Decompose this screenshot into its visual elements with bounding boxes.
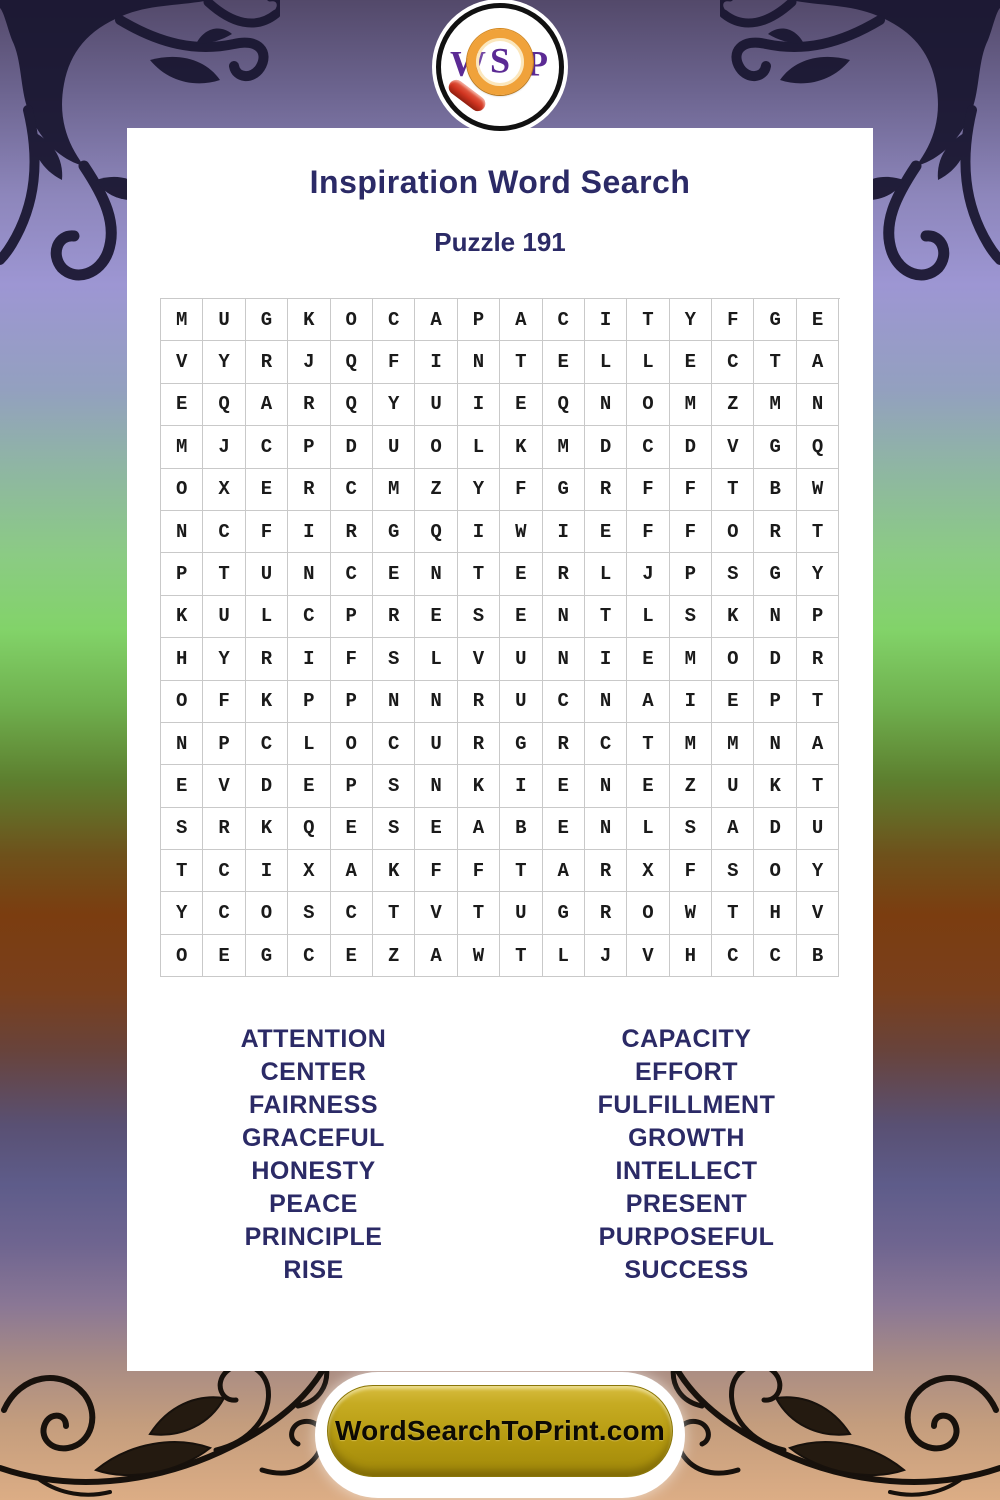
grid-cell: F (670, 850, 712, 892)
grid-cell: T (712, 469, 754, 511)
grid-cell: S (373, 638, 415, 680)
grid-cell: N (754, 723, 796, 765)
grid-cell: I (585, 638, 627, 680)
grid-cell: G (246, 935, 288, 977)
grid-cell: Y (161, 892, 203, 934)
word-item: HONESTY (251, 1157, 376, 1186)
grid-cell: T (627, 723, 669, 765)
grid-cell: O (331, 299, 373, 341)
grid-cell: H (754, 892, 796, 934)
grid-cell: R (543, 553, 585, 595)
grid-cell: C (246, 723, 288, 765)
grid-cell: J (585, 935, 627, 977)
grid-cell: I (288, 638, 330, 680)
grid-cell: L (288, 723, 330, 765)
grid-cell: K (161, 596, 203, 638)
grid-cell: R (754, 511, 796, 553)
grid-cell: Q (543, 384, 585, 426)
grid-cell: N (585, 681, 627, 723)
grid-cell: N (373, 681, 415, 723)
grid-cell: K (500, 426, 542, 468)
grid-cell: L (543, 935, 585, 977)
grid-cell: N (415, 553, 457, 595)
grid-cell: T (627, 299, 669, 341)
word-item: SUCCESS (624, 1256, 749, 1285)
grid-cell: X (288, 850, 330, 892)
grid-cell: V (415, 892, 457, 934)
grid-cell: H (161, 638, 203, 680)
grid-cell: K (712, 596, 754, 638)
grid-cell: M (161, 426, 203, 468)
grid-cell: O (246, 892, 288, 934)
grid-cell: S (373, 808, 415, 850)
grid-cell: G (246, 299, 288, 341)
grid-cell: O (161, 469, 203, 511)
grid-cell: M (670, 723, 712, 765)
grid-cell: F (712, 299, 754, 341)
word-item: RISE (283, 1256, 344, 1285)
grid-cell: D (754, 638, 796, 680)
grid-cell: T (458, 553, 500, 595)
grid-cell: C (543, 299, 585, 341)
grid-cell: B (754, 469, 796, 511)
grid-cell: M (670, 638, 712, 680)
word-item: EFFORT (635, 1058, 738, 1087)
grid-cell: L (458, 426, 500, 468)
grid-cell: K (754, 765, 796, 807)
grid-cell: E (797, 299, 839, 341)
puzzle-number: Puzzle 191 (434, 227, 566, 257)
grid-cell: E (331, 808, 373, 850)
grid-cell: Z (415, 469, 457, 511)
grid-cell: J (288, 341, 330, 383)
grid-cell: R (288, 384, 330, 426)
grid-cell: R (585, 892, 627, 934)
grid-cell: A (712, 808, 754, 850)
grid-cell: C (754, 935, 796, 977)
grid-cell: T (500, 850, 542, 892)
grid-cell: C (203, 850, 245, 892)
grid-cell: B (797, 935, 839, 977)
grid-cell: P (161, 553, 203, 595)
grid-cell: L (415, 638, 457, 680)
grid-cell: S (373, 765, 415, 807)
grid-cell: G (754, 299, 796, 341)
grid-cell: R (543, 723, 585, 765)
grid-cell: A (331, 850, 373, 892)
grid-cell: U (797, 808, 839, 850)
grid-cell: N (754, 596, 796, 638)
grid-cell: O (161, 681, 203, 723)
grid-cell: M (754, 384, 796, 426)
grid-cell: Y (373, 384, 415, 426)
grid-cell: V (797, 892, 839, 934)
grid-cell: T (797, 511, 839, 553)
grid-cell: P (331, 681, 373, 723)
corner-flourish-bottom-right (670, 1350, 1000, 1500)
grid-cell: T (161, 850, 203, 892)
grid-cell: G (754, 553, 796, 595)
grid-cell: M (712, 723, 754, 765)
grid-cell: R (458, 723, 500, 765)
grid-cell: S (670, 808, 712, 850)
grid-cell: W (458, 935, 500, 977)
grid-cell: F (203, 681, 245, 723)
puzzle-grid (160, 298, 840, 977)
grid-cell: T (712, 892, 754, 934)
grid-cell: Z (670, 765, 712, 807)
grid-cell: E (670, 341, 712, 383)
grid-cell: Q (331, 384, 373, 426)
grid-cell: L (246, 596, 288, 638)
grid-cell: W (797, 469, 839, 511)
grid-cell: E (500, 596, 542, 638)
grid-cell: K (458, 765, 500, 807)
grid-cell: I (458, 384, 500, 426)
grid-cell: N (543, 638, 585, 680)
grid-cell: I (670, 681, 712, 723)
grid-cell: G (543, 892, 585, 934)
grid-cell: P (331, 596, 373, 638)
grid-cell: G (373, 511, 415, 553)
grid-cell: W (670, 892, 712, 934)
corner-flourish-bottom-left (0, 1350, 330, 1500)
grid-cell: D (754, 808, 796, 850)
grid-cell: R (288, 469, 330, 511)
grid-cell: N (797, 384, 839, 426)
grid-cell: P (754, 681, 796, 723)
grid-cell: P (288, 681, 330, 723)
grid-cell: F (670, 469, 712, 511)
grid-cell: C (712, 935, 754, 977)
grid-cell: Q (203, 384, 245, 426)
grid-cell: A (458, 808, 500, 850)
grid-cell: C (585, 723, 627, 765)
grid-cell: Y (797, 850, 839, 892)
word-item: ATTENTION (240, 1025, 387, 1054)
grid-cell: I (585, 299, 627, 341)
grid-cell: K (288, 299, 330, 341)
grid-cell: A (500, 299, 542, 341)
word-item: CENTER (260, 1058, 367, 1087)
grid-cell: S (670, 596, 712, 638)
grid-cell: R (373, 596, 415, 638)
grid-cell: Y (203, 341, 245, 383)
grid-cell: E (415, 596, 457, 638)
grid-cell: S (288, 892, 330, 934)
word-item: FAIRNESS (248, 1091, 379, 1120)
grid-cell: E (543, 765, 585, 807)
website-button-label: WordSearchToPrint.com (335, 1415, 665, 1446)
grid-cell: N (415, 681, 457, 723)
grid-cell: L (627, 808, 669, 850)
grid-cell: U (500, 681, 542, 723)
word-item: GROWTH (628, 1124, 745, 1153)
grid-cell: V (712, 426, 754, 468)
site-logo (436, 3, 564, 131)
word-list-section (127, 1023, 873, 1287)
grid-cell: T (500, 341, 542, 383)
grid-cell: E (373, 553, 415, 595)
grid-cell: O (627, 384, 669, 426)
grid-cell: V (627, 935, 669, 977)
grid-cell: F (331, 638, 373, 680)
grid-cell: Y (458, 469, 500, 511)
grid-cell: F (670, 511, 712, 553)
grid-cell: Y (203, 638, 245, 680)
grid-cell: C (331, 892, 373, 934)
grid-cell: U (203, 299, 245, 341)
grid-cell: V (203, 765, 245, 807)
grid-cell: S (712, 553, 754, 595)
grid-cell: O (161, 935, 203, 977)
grid-cell: J (203, 426, 245, 468)
grid-cell: Y (670, 299, 712, 341)
grid-cell: A (627, 681, 669, 723)
grid-cell: E (627, 765, 669, 807)
grid-cell: T (203, 553, 245, 595)
grid-cell: M (161, 299, 203, 341)
grid-cell: N (585, 808, 627, 850)
grid-cell: U (373, 426, 415, 468)
grid-cell: A (415, 299, 457, 341)
grid-cell: F (500, 469, 542, 511)
grid-cell: A (246, 384, 288, 426)
grid-cell: O (331, 723, 373, 765)
grid-cell: U (415, 384, 457, 426)
grid-cell: A (543, 850, 585, 892)
word-item: CAPACITY (621, 1025, 752, 1054)
grid-cell: T (585, 596, 627, 638)
grid-cell: K (373, 850, 415, 892)
grid-cell: C (331, 553, 373, 595)
grid-cell: F (627, 511, 669, 553)
grid-cell: E (543, 808, 585, 850)
puzzle-title: Inspiration Word Search (309, 164, 691, 200)
grid-cell: N (288, 553, 330, 595)
word-item: FULFILLMENT (597, 1091, 776, 1120)
grid-cell: E (500, 553, 542, 595)
word-item: PURPOSEFUL (598, 1223, 775, 1252)
grid-cell: X (627, 850, 669, 892)
word-item: PRINCIPLE (244, 1223, 383, 1252)
grid-cell: P (288, 426, 330, 468)
grid-cell: U (203, 596, 245, 638)
grid-cell: U (246, 553, 288, 595)
grid-cell: G (543, 469, 585, 511)
puzzle-card (127, 128, 873, 1371)
grid-cell: M (543, 426, 585, 468)
grid-cell: C (288, 596, 330, 638)
grid-cell: C (203, 511, 245, 553)
grid-cell: F (627, 469, 669, 511)
grid-cell: E (161, 384, 203, 426)
grid-cell: N (161, 723, 203, 765)
grid-cell: L (627, 596, 669, 638)
grid-cell: U (500, 638, 542, 680)
grid-cell: S (161, 808, 203, 850)
grid-cell: E (415, 808, 457, 850)
grid-cell: Q (288, 808, 330, 850)
grid-cell: W (500, 511, 542, 553)
grid-cell: M (670, 384, 712, 426)
grid-cell: R (246, 638, 288, 680)
grid-cell: D (331, 426, 373, 468)
grid-cell: F (246, 511, 288, 553)
grid-cell: I (415, 341, 457, 383)
grid-cell: R (203, 808, 245, 850)
grid-cell: C (246, 426, 288, 468)
logo-letter-w: W (450, 43, 486, 84)
grid-cell: C (543, 681, 585, 723)
grid-cell: R (458, 681, 500, 723)
grid-cell: Y (797, 553, 839, 595)
grid-cell: M (373, 469, 415, 511)
grid-cell: E (246, 469, 288, 511)
grid-cell: N (415, 765, 457, 807)
grid-cell: Q (331, 341, 373, 383)
grid-cell: U (415, 723, 457, 765)
grid-cell: Q (797, 426, 839, 468)
word-item: PRESENT (625, 1190, 748, 1219)
grid-cell: P (203, 723, 245, 765)
grid-cell: B (500, 808, 542, 850)
grid-cell: C (331, 469, 373, 511)
grid-cell: R (246, 341, 288, 383)
grid-cell: E (331, 935, 373, 977)
grid-cell: D (585, 426, 627, 468)
grid-cell: T (754, 341, 796, 383)
grid-cell: I (288, 511, 330, 553)
grid-cell: P (331, 765, 373, 807)
grid-cell: V (161, 341, 203, 383)
grid-cell: J (627, 553, 669, 595)
grid-cell: K (246, 681, 288, 723)
grid-cell: E (500, 384, 542, 426)
grid-cell: F (415, 850, 457, 892)
grid-cell: E (288, 765, 330, 807)
website-button[interactable] (327, 1385, 673, 1477)
grid-cell: N (543, 596, 585, 638)
grid-cell: C (627, 426, 669, 468)
grid-cell: L (585, 553, 627, 595)
grid-cell: L (627, 341, 669, 383)
grid-cell: P (797, 596, 839, 638)
grid-cell: I (543, 511, 585, 553)
grid-cell: R (585, 469, 627, 511)
grid-cell: T (500, 935, 542, 977)
grid-cell: U (712, 765, 754, 807)
grid-cell: R (585, 850, 627, 892)
grid-cell: E (627, 638, 669, 680)
grid-cell: O (415, 426, 457, 468)
word-list-right (500, 1023, 873, 1287)
grid-cell: Z (712, 384, 754, 426)
grid-cell: C (373, 299, 415, 341)
grid-cell: H (670, 935, 712, 977)
grid-cell: T (797, 681, 839, 723)
grid-cell: E (203, 935, 245, 977)
grid-cell: D (670, 426, 712, 468)
grid-cell: T (458, 892, 500, 934)
grid-cell: T (373, 892, 415, 934)
word-item: GRACEFUL (242, 1124, 385, 1153)
grid-cell: S (458, 596, 500, 638)
grid-cell: C (712, 341, 754, 383)
grid-cell: N (585, 384, 627, 426)
grid-cell: E (161, 765, 203, 807)
grid-cell: T (797, 765, 839, 807)
grid-cell: F (373, 341, 415, 383)
word-item: INTELLECT (615, 1157, 758, 1186)
grid-cell: C (373, 723, 415, 765)
grid-cell: O (627, 892, 669, 934)
grid-cell: I (500, 765, 542, 807)
grid-cell: E (585, 511, 627, 553)
grid-cell: P (458, 299, 500, 341)
grid-cell: D (246, 765, 288, 807)
grid-cell: G (500, 723, 542, 765)
word-list-left (127, 1023, 500, 1287)
grid-cell: G (754, 426, 796, 468)
grid-cell: K (246, 808, 288, 850)
grid-cell: L (585, 341, 627, 383)
grid-cell: P (670, 553, 712, 595)
grid-cell: O (712, 638, 754, 680)
grid-cell: X (203, 469, 245, 511)
grid-cell: E (543, 341, 585, 383)
website-button-outline (315, 1372, 685, 1498)
word-item: PEACE (269, 1190, 358, 1219)
grid-cell: F (458, 850, 500, 892)
grid-cell: N (458, 341, 500, 383)
grid-cell: Z (373, 935, 415, 977)
grid-cell: C (203, 892, 245, 934)
grid-cell: I (246, 850, 288, 892)
grid-cell: N (161, 511, 203, 553)
grid-cell: V (458, 638, 500, 680)
grid-cell: C (288, 935, 330, 977)
grid-cell: R (331, 511, 373, 553)
grid-cell: S (712, 850, 754, 892)
grid-cell: N (585, 765, 627, 807)
logo-letter-s: S (489, 40, 511, 81)
grid-cell: I (458, 511, 500, 553)
grid-cell: A (797, 723, 839, 765)
grid-cell: A (797, 341, 839, 383)
grid-cell: Q (415, 511, 457, 553)
grid-cell: O (712, 511, 754, 553)
grid-cell: E (712, 681, 754, 723)
grid-cell: U (500, 892, 542, 934)
logo-letter-p: P (526, 43, 548, 84)
grid-cell: O (754, 850, 796, 892)
grid-cell: A (415, 935, 457, 977)
grid-cell: R (797, 638, 839, 680)
